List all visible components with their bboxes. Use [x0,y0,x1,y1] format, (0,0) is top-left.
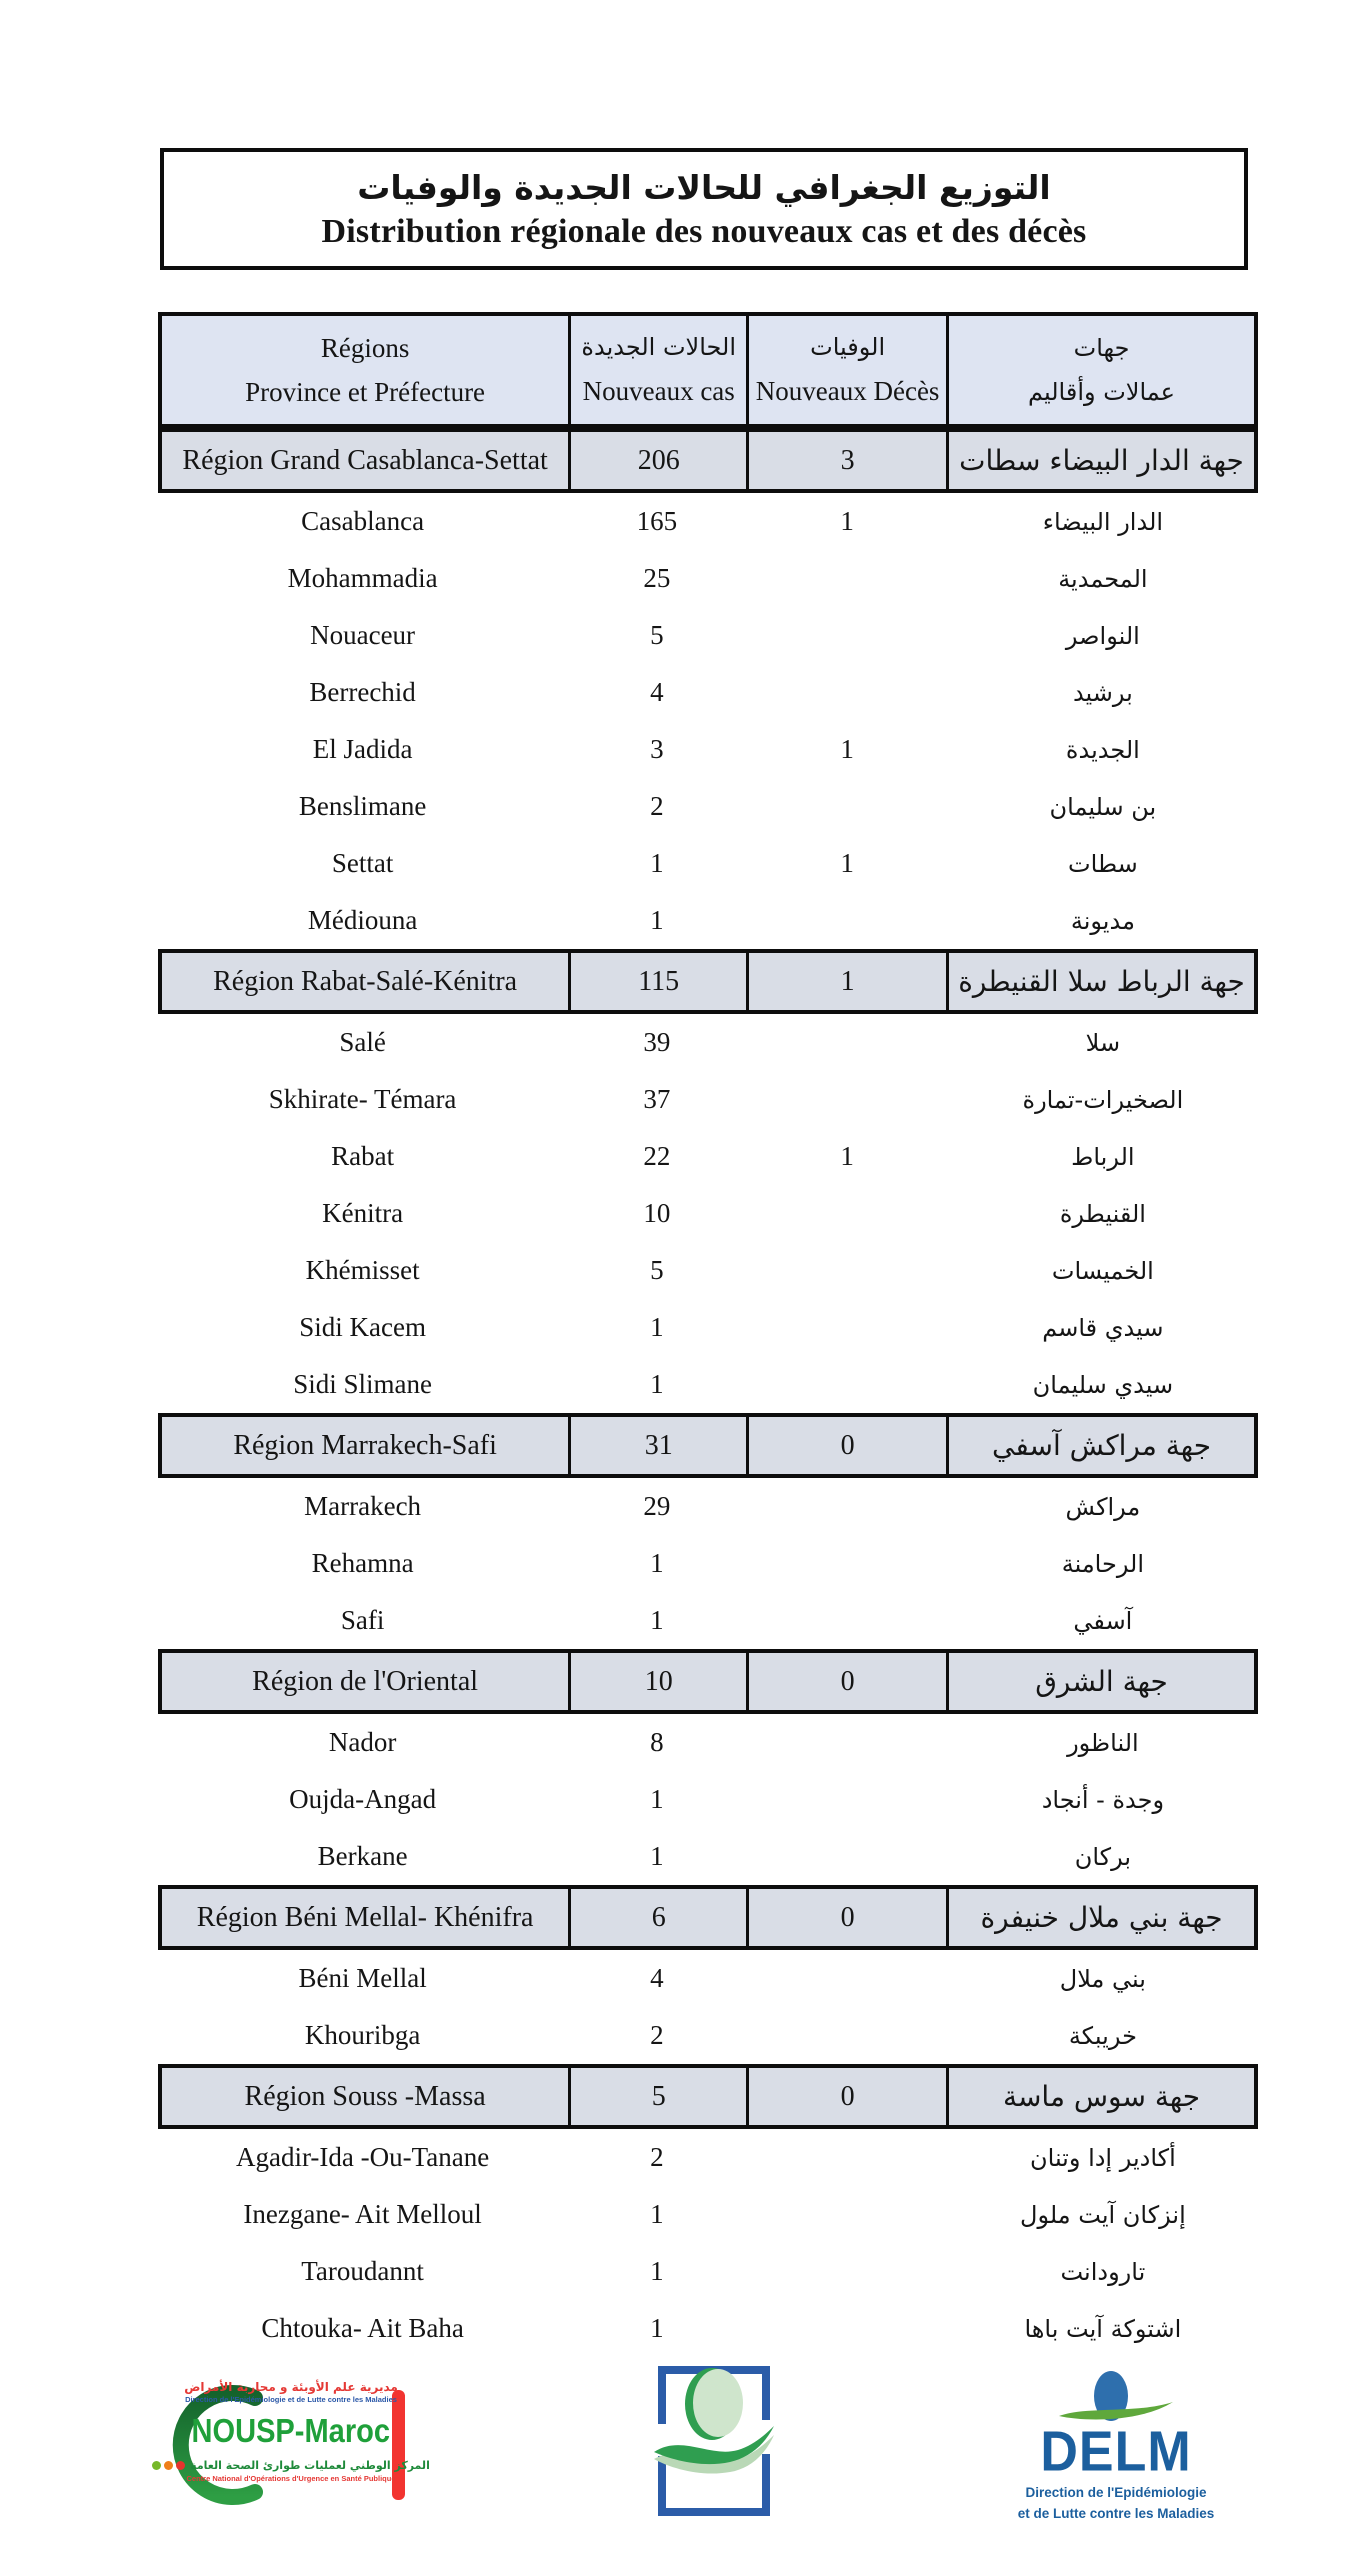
cell-province-name: Berkane [317,1841,408,1871]
title-arabic: التوزيع الجغرافي للحالات الجديدة والوفيات [357,167,1051,207]
cell-province-name: Safi [340,1605,385,1635]
cell-province-name: Kénitra [322,1198,404,1228]
cell-new-cases: 2 [650,2020,664,2050]
cell-new-deaths: 1 [746,953,946,1010]
cell-province-name: Taroudannt [301,2256,424,2286]
cell-arabic-name: جهة سوس ماسة [946,2068,1254,2125]
header-cell-regions [162,316,568,424]
nousp-dots-icon [152,2461,185,2470]
province-row [158,1535,1258,1592]
header-jihat-line2: عمالات وأقاليم [1028,378,1175,406]
header-jihat-line1: جهات [1073,334,1130,362]
cell-province-name: Skhirate- Témara [268,1084,457,1114]
nousp-bottom-french: Centre National d'Opérations d'Urgence en Santé Publique [186,2474,396,2483]
delm-subtitle-line1: Direction de l'Epidémiologie [1025,2485,1207,2501]
cell-province-name: Médiouna [307,905,418,935]
cell-province-name: Béni Mellal [298,1963,427,1993]
cell-new-cases: 1 [650,1605,664,1635]
cell-arabic-name: المحمدية [1058,564,1148,593]
province-row [158,493,1258,550]
cell-province-name: El Jadida [312,734,413,764]
delm-logo [1017,2370,1215,2525]
cell-arabic-name: النواصر [1065,621,1140,650]
province-row [158,607,1258,664]
region-summary-row [158,428,1258,493]
cell-arabic-name: الصخيرات-تمارة [1022,1085,1184,1114]
cell-new-deaths [746,2129,947,2186]
province-row [158,2129,1258,2186]
province-row [158,721,1258,778]
cell-province-name: Marrakech [304,1491,422,1521]
nousp-texts [184,2380,430,2483]
cell-arabic-name: سيدي قاسم [1042,1313,1164,1342]
cell-new-deaths: 3 [746,432,946,489]
cell-new-cases: 5 [568,2068,746,2125]
nousp-bottom-row [152,2459,430,2472]
cell-new-deaths [746,2007,947,2064]
header-new-cases-ar: الحالات الجديدة [581,333,737,362]
cell-arabic-name: الجديدة [1065,735,1140,764]
cell-arabic-name: جهة الدار البيضاء سطات [946,432,1254,489]
cell-new-deaths [746,1242,947,1299]
cell-new-deaths [746,664,947,721]
province-row [158,2007,1258,2064]
region-summary-row [158,1649,1258,1714]
region-summary-row [158,1885,1258,1950]
title-box [160,148,1248,270]
cell-new-cases: 3 [650,734,664,764]
orange-dot-icon [164,2461,173,2470]
region-summary-row [158,1413,1258,1478]
header-new-deaths-ar: الوفيات [810,333,886,362]
cell-new-cases: 1 [650,2313,664,2343]
cell-new-cases: 6 [568,1889,746,1946]
cell-arabic-name: جهة الرباط سلا القنيطرة [946,953,1254,1010]
cell-arabic-name: بركان [1074,1842,1132,1871]
region-summary-row [158,2064,1258,2129]
province-row [158,1071,1258,1128]
cell-arabic-name: جهة بني ملال خنيفرة [946,1889,1254,1946]
province-row [158,1014,1258,1071]
cell-arabic-name: بني ملال [1059,1964,1146,1993]
cell-new-deaths [746,1299,947,1356]
cell-new-cases: 5 [650,620,664,650]
cell-new-deaths [746,1828,947,1885]
cell-arabic-name: سيدي سليمان [1032,1370,1174,1399]
cell-new-deaths [746,1714,947,1771]
regional-distribution-table [158,312,1258,2357]
header-new-cases-fr: Nouveaux cas [582,375,735,406]
header-regions-line1: Régions [320,332,410,363]
cell-arabic-name: القنيطرة [1059,1199,1146,1228]
cell-new-deaths [746,2300,947,2357]
cell-province-name: Nouaceur [310,620,416,650]
province-row [158,2186,1258,2243]
province-row [158,1242,1258,1299]
table-body [158,428,1258,2357]
cell-arabic-name: سلا [1085,1028,1121,1057]
cell-new-deaths: 1 [840,848,854,878]
header-cell-new-cases [568,316,746,424]
cell-new-cases: 31 [568,1417,746,1474]
cell-new-cases: 39 [643,1027,671,1057]
cell-province-name: Khémisset [305,1255,420,1285]
cell-province-name: Oujda-Angad [289,1784,437,1814]
province-row [158,1714,1258,1771]
cell-arabic-name: جهة مراكش آسفي [946,1417,1254,1474]
cell-arabic-name: الخميسات [1051,1256,1154,1285]
delm-emblem-icon [1041,2370,1191,2428]
cell-arabic-name: الدار البيضاء [1042,507,1164,536]
delm-wordmark: DELM [1040,2420,1192,2484]
header-regions-line2: Province et Préfecture [245,376,486,407]
cell-new-deaths [746,1071,947,1128]
cell-new-cases: 206 [568,432,746,489]
cell-province-name: Casablanca [301,506,425,536]
cell-new-deaths [746,1950,947,2007]
cell-arabic-name: مراكش [1065,1492,1141,1521]
province-row [158,1478,1258,1535]
cell-province-name: Benslimane [298,791,427,821]
delm-subtitle-line2: et de Lutte contre les Maladies [1017,2505,1215,2521]
cell-new-deaths: 0 [746,1417,946,1474]
cell-province-name: Nador [328,1727,397,1757]
cell-new-cases: 4 [650,1963,664,1993]
cell-new-cases: 165 [636,506,678,536]
cell-new-deaths [746,1535,947,1592]
cell-new-cases: 1 [650,1312,664,1342]
cell-arabic-name: بن سليمان [1049,792,1157,821]
cell-new-deaths [746,1356,947,1413]
green-dot-icon [152,2461,161,2470]
cell-province-name: Chtouka- Ait Baha [261,2313,464,2343]
nousp-top-french: Direction de l'Epidémiologie et de Lutte contre les Maladies [185,2395,397,2404]
province-row [158,1592,1258,1649]
cell-province-name: Région Marrakech-Safi [233,1429,497,1461]
cell-new-cases: 37 [643,1084,671,1114]
cell-new-cases: 4 [650,677,664,707]
nousp-maroc-logo [165,2378,430,2516]
cell-new-cases: 5 [650,1255,664,1285]
cell-province-name: Région Rabat-Salé-Kénitra [213,965,518,997]
nousp-top-arabic: مديرية علم الأوبئة و محاربة الأمراض [184,2380,398,2394]
cell-new-cases: 2 [650,791,664,821]
header-cell-new-deaths [746,316,946,424]
province-row [158,2300,1258,2357]
cell-province-name: Settat [331,848,394,878]
cell-province-name: Mohammadia [287,563,438,593]
cell-arabic-name: الرباط [1071,1142,1135,1171]
nousp-bottom-arabic: المركز الوطني لعمليات طوارئ الصحة العامة [190,2459,430,2472]
header-cell-jihat [946,316,1254,424]
cell-new-deaths [746,2186,947,2243]
cell-arabic-name: تارودانت [1060,2257,1146,2286]
cell-province-name: Rehamna [311,1548,414,1578]
cell-new-cases: 10 [643,1198,671,1228]
delm-subtitle [1018,2483,1215,2524]
province-row [158,1185,1258,1242]
cell-new-cases: 8 [650,1727,664,1757]
cell-new-deaths [746,1771,947,1828]
cell-province-name: Sidi Kacem [299,1312,426,1342]
cell-new-cases: 2 [650,2142,664,2172]
province-row [158,1128,1258,1185]
cell-arabic-name: الناظور [1067,1728,1139,1757]
cell-new-deaths [746,1185,947,1242]
cell-province-name: Agadir-Ida -Ou-Tanane [235,2142,490,2172]
cell-new-deaths [746,1592,947,1649]
cell-province-name: Salé [339,1027,386,1057]
cell-arabic-name: وجدة - أنجاد [1041,1785,1165,1814]
cell-new-deaths [746,2243,947,2300]
region-summary-row [158,949,1258,1014]
header-new-deaths-fr: Nouveaux Décès [755,375,940,406]
cell-province-name: Berrechid [309,677,416,707]
cell-new-deaths [746,1014,947,1071]
cell-new-deaths: 0 [746,1653,946,1710]
cell-province-name: Région Souss -Massa [244,2080,486,2112]
cell-new-deaths [746,1478,947,1535]
cell-province-name: Région de l'Oriental [252,1665,479,1697]
cell-arabic-name: آسفي [1073,1606,1133,1635]
cell-new-deaths [746,778,947,835]
red-dot-icon [176,2461,185,2470]
cell-new-cases: 1 [650,1369,664,1399]
cell-new-cases: 1 [650,2199,664,2229]
cell-new-cases: 29 [643,1491,671,1521]
cell-new-deaths: 0 [746,1889,946,1946]
cell-province-name: Khouribga [304,2020,421,2050]
cell-new-cases: 1 [650,1841,664,1871]
title-french: Distribution régionale des nouveaux cas et des décès [321,212,1087,250]
cell-new-cases: 1 [650,905,664,935]
nousp-red-bar-icon [392,2390,405,2500]
province-row [158,1299,1258,1356]
cell-province-name: Sidi Slimane [293,1369,432,1399]
cell-new-deaths: 1 [840,1141,854,1171]
cell-new-deaths [746,550,947,607]
cell-province-name: Inezgane- Ait Melloul [243,2199,482,2229]
cell-new-cases: 1 [650,1784,664,1814]
cell-new-deaths [746,607,947,664]
cell-new-cases: 1 [650,2256,664,2286]
province-row [158,1356,1258,1413]
province-row [158,892,1258,949]
cell-arabic-name: خريبكة [1068,2021,1137,2050]
cell-arabic-name: برشيد [1072,678,1133,707]
cell-arabic-name: أكادير إدا وتنان [1030,2143,1176,2172]
province-row [158,835,1258,892]
cell-new-cases: 22 [643,1141,671,1171]
cell-arabic-name: اشتوكة آيت باها [1024,2314,1182,2343]
cell-new-cases: 115 [568,953,746,1010]
cell-province-name: Région Béni Mellal- Khénifra [196,1901,534,1933]
cell-arabic-name: سطات [1068,849,1138,878]
province-row [158,1950,1258,2007]
cell-province-name: Rabat [331,1141,395,1171]
cell-arabic-name: الرحامنة [1061,1549,1145,1578]
cell-arabic-name: مديونة [1070,906,1135,935]
cell-new-deaths: 0 [746,2068,946,2125]
cell-new-cases: 10 [568,1653,746,1710]
province-row [158,664,1258,721]
cell-new-cases: 25 [643,563,671,593]
province-row [158,1828,1258,1885]
nousp-wordmark: NOUSP-Maroc [191,2412,391,2449]
cell-arabic-name: جهة الشرق [946,1653,1254,1710]
province-row [158,1771,1258,1828]
cell-new-cases: 1 [650,848,664,878]
cell-new-deaths [746,892,947,949]
ministry-of-health-logo [652,2360,776,2525]
table-header-row [158,312,1258,428]
cell-new-deaths: 1 [840,734,854,764]
province-row [158,778,1258,835]
cell-new-deaths: 1 [840,506,854,536]
ministry-emblem-icon [652,2360,776,2525]
cell-arabic-name: إنزكان آيت ملول [1020,2200,1186,2229]
province-row [158,550,1258,607]
province-row [158,2243,1258,2300]
cell-province-name: Région Grand Casablanca-Settat [182,444,548,476]
cell-new-cases: 1 [650,1548,664,1578]
